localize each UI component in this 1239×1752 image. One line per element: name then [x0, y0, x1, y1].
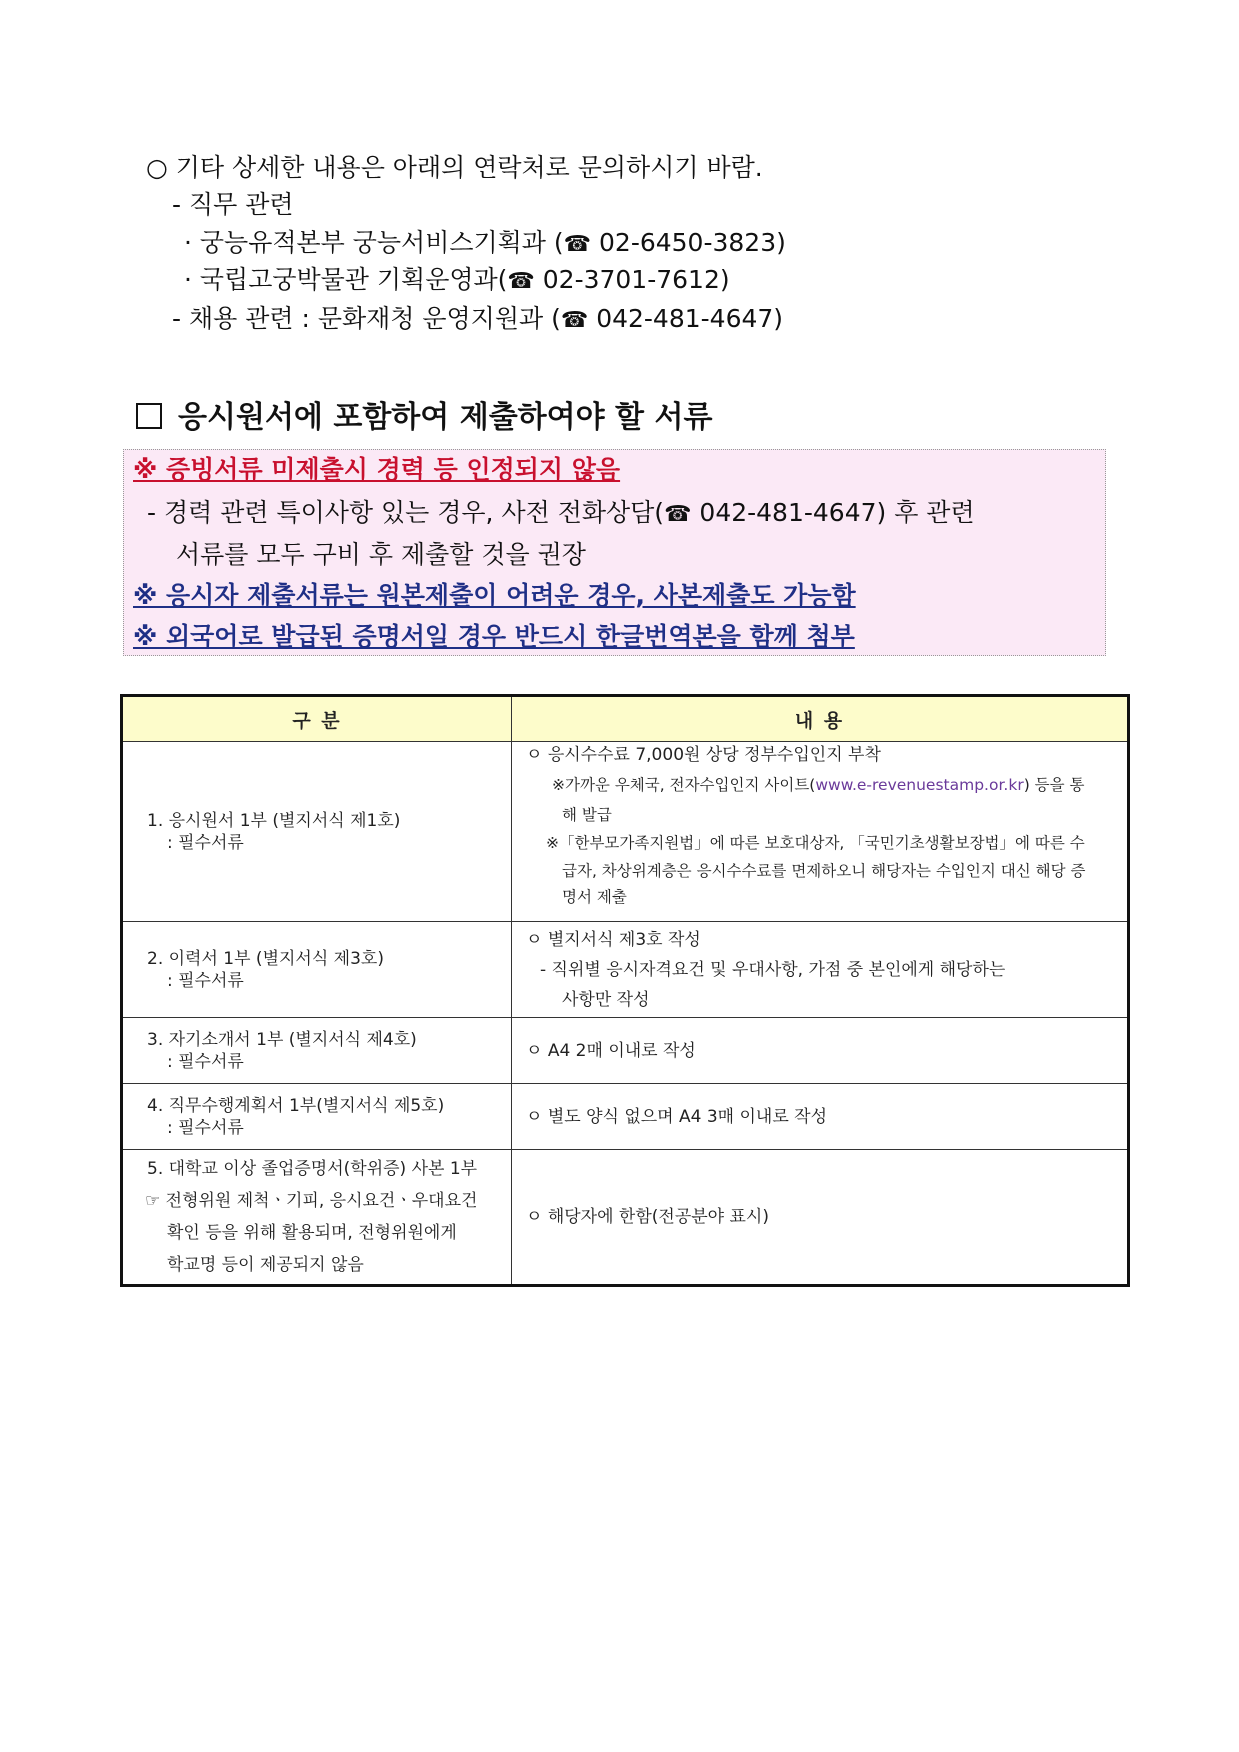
row-content — [512, 1150, 1129, 1286]
contact-org: · 궁능유적본부 궁능서비스기획과 ( — [184, 228, 564, 257]
content-main: ㅇ 응시수수료 7,000원 상당 정부수입인지 부착 — [526, 745, 881, 765]
category-note: 학교명 등이 제공되지 않음 — [167, 1255, 364, 1275]
table-row — [122, 1018, 1129, 1084]
row-content — [512, 1018, 1129, 1084]
contact-phone: 02-3701-7612) — [534, 265, 730, 294]
content-note: 명서 제출 — [562, 888, 627, 906]
category-label: 2. 이력서 1부 (별지서식 제3호) — [147, 948, 384, 969]
header-category: 구 분 — [122, 696, 512, 742]
contact-line — [184, 265, 730, 297]
contact-line — [184, 228, 786, 260]
contact-org: · 국립고궁박물관 기획운영과( — [184, 265, 508, 294]
content-sub: - 직위별 응시자격요건 및 우대사항, 가점 중 본인에게 해당하는 — [540, 959, 1006, 980]
notice-advice-cont: 서류를 모두 구비 후 제출할 것을 권장 — [176, 540, 586, 569]
row-category — [122, 1150, 512, 1286]
table-row — [122, 742, 1129, 922]
documents-table — [120, 694, 1130, 1287]
notice-copy: ※ 응시자 제출서류는 원본제출이 어려운 경우, 사본제출도 가능함 — [133, 581, 856, 610]
category-note: : 필수서류 — [167, 970, 244, 991]
checkbox-square-icon — [136, 403, 162, 429]
notice-advice — [147, 498, 975, 530]
hire-line — [172, 304, 783, 336]
table-header-row — [122, 696, 1129, 742]
content-note: 해 발급 — [562, 806, 612, 824]
phone-icon: ☎ — [507, 269, 535, 294]
row-content — [512, 922, 1129, 1018]
content-note: ※「한부모가족지원법」에 따른 보호대상자, 「국민기초생활보장법」에 따른 수 — [546, 834, 1085, 852]
revenue-stamp-link[interactable]: www.e-revenuestamp.or.kr — [815, 776, 1024, 794]
row-content — [512, 742, 1129, 922]
content-note — [526, 774, 1127, 796]
phone-icon: ☎ — [664, 502, 692, 527]
category-note: : 필수서류 — [167, 1051, 244, 1072]
notice-translation: ※ 외국어로 발급된 증명서일 경우 반드시 한글번역본을 함께 첨부 — [133, 622, 855, 651]
category-label: 3. 자기소개서 1부 (별지서식 제4호) — [147, 1029, 417, 1050]
row-content — [512, 1084, 1129, 1150]
content-note: 급자, 차상위계층은 응시수수료를 면제하오니 해당자는 수입인지 대신 해당 증 — [562, 862, 1086, 880]
phone-icon: ☎ — [560, 308, 589, 333]
section-title — [136, 392, 712, 436]
table-row — [122, 1150, 1129, 1286]
header-content: 내 용 — [512, 696, 1129, 742]
category-label: 5. 대학교 이상 졸업증명서(학위증) 사본 1부 — [147, 1159, 478, 1179]
category-note: : 필수서류 — [167, 832, 244, 853]
row-category — [122, 922, 512, 1018]
contact-phone: 042-481-4647) — [588, 304, 784, 333]
note-text: ) 등을 통 — [1023, 776, 1085, 794]
phone-icon: ☎ — [563, 232, 592, 257]
contact-phone: 02-6450-3823) — [591, 228, 786, 257]
category-note: : 필수서류 — [167, 1117, 244, 1138]
content-main: ㅇ 별지서식 제3호 작성 — [526, 929, 701, 950]
notice-warning: ※ 증빙서류 미제출시 경력 등 인정되지 않음 — [133, 455, 621, 484]
row-category — [122, 1018, 512, 1084]
contact-org: - 채용 관련 : 문화재청 운영지원과 ( — [172, 304, 561, 333]
category-label: 4. 직무수행계획서 1부(별지서식 제5호) — [147, 1095, 445, 1116]
note-text: ※가까운 우체국, 전자수입인지 사이트( — [552, 776, 816, 794]
notice-box — [123, 449, 1106, 656]
category-note: 확인 등을 위해 활용되며, 전형위원에게 — [167, 1223, 457, 1243]
notice-advice-phone: 042-481-4647) 후 관련 — [691, 498, 975, 527]
content-main: ㅇ 별도 양식 없으며 A4 3매 이내로 작성 — [526, 1106, 827, 1127]
row-category — [122, 742, 512, 922]
content-sub-cont: 사항만 작성 — [562, 989, 650, 1010]
contact-intro: ○ 기타 상세한 내용은 아래의 연락처로 문의하시기 바람. — [146, 153, 763, 182]
table-row — [122, 1084, 1129, 1150]
table-row — [122, 922, 1129, 1018]
category-label: 1. 응시원서 1부 (별지서식 제1호) — [147, 810, 401, 831]
category-note: ☞ 전형위원 제척ㆍ기피, 응시요건ㆍ우대요건 — [145, 1191, 478, 1211]
row-category — [122, 1084, 512, 1150]
content-main: ㅇ 해당자에 한함(전공분야 표시) — [526, 1207, 769, 1227]
notice-advice-text: - 경력 관련 특이사항 있는 경우, 사전 전화상담( — [147, 498, 665, 527]
job-heading: - 직무 관련 — [172, 190, 294, 219]
content-main: ㅇ A4 2매 이내로 작성 — [526, 1040, 696, 1061]
section-title-text: 응시원서에 포함하여 제출하여야 할 서류 — [178, 400, 713, 435]
